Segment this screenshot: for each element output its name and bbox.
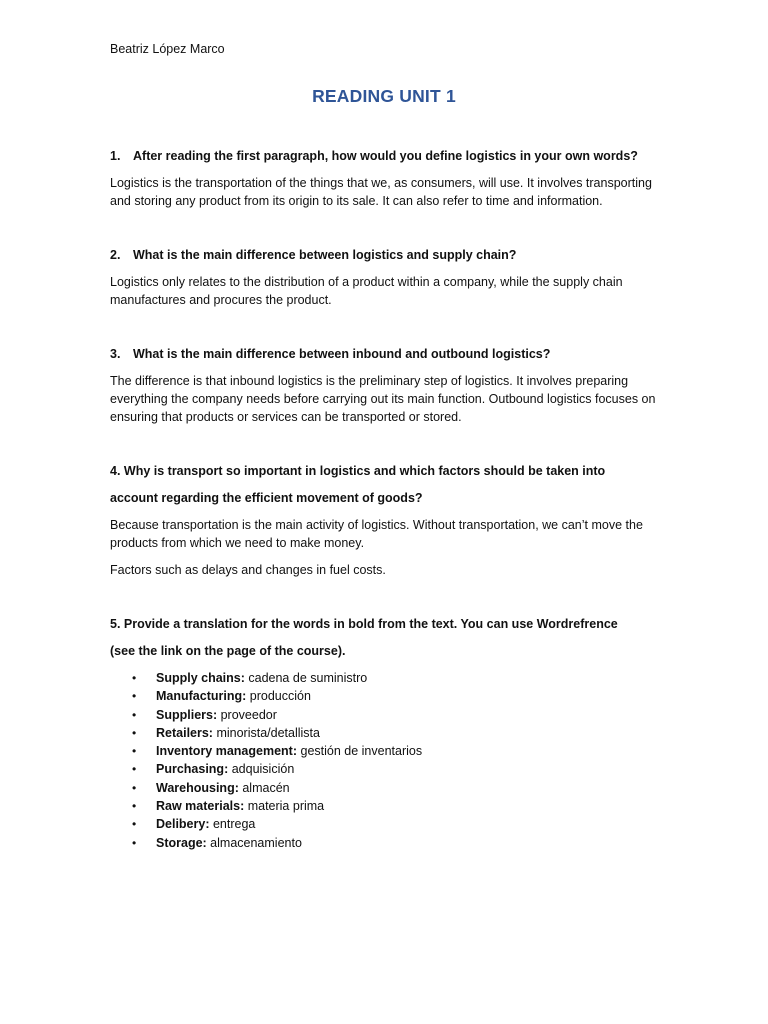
question-text: After reading the first paragraph, how would you define logistics in your own words? bbox=[133, 149, 638, 163]
list-item bbox=[132, 760, 658, 778]
list-item bbox=[132, 669, 658, 687]
bullet-icon: • bbox=[132, 762, 137, 777]
bullet-icon: • bbox=[132, 780, 137, 795]
question-3 bbox=[110, 345, 658, 363]
spacer bbox=[110, 588, 658, 615]
bullet-icon: • bbox=[132, 744, 137, 759]
list-item bbox=[132, 706, 658, 724]
bullet-icon: • bbox=[132, 707, 137, 722]
translation: almacenamiento bbox=[206, 835, 302, 850]
term: Inventory management: bbox=[156, 744, 298, 759]
bullet-icon: • bbox=[132, 835, 137, 850]
list-item bbox=[132, 724, 658, 742]
list-item bbox=[132, 687, 658, 705]
question-1 bbox=[110, 147, 658, 165]
list-item bbox=[132, 815, 658, 833]
translation: proveedor bbox=[217, 707, 277, 722]
answer-2: Logistics only relates to the distribution of a product within a company, while the supply chain manufactures and procures the product. bbox=[110, 275, 623, 307]
answer-1: Logistics is the transportation of the things that we, as consumers, will use. It involves transporting and storing any product from its origin to its sale. It can also refer to time and information. bbox=[110, 176, 652, 208]
translation: gestión de inventarios bbox=[297, 744, 423, 759]
list-item bbox=[132, 797, 658, 815]
translation: producción bbox=[246, 689, 311, 704]
document-title: READING UNIT 1 bbox=[312, 86, 456, 106]
translation: entrega bbox=[209, 817, 256, 832]
translation: adquisición bbox=[228, 762, 295, 777]
term: Manufacturing: bbox=[156, 689, 247, 704]
question-number: 2. bbox=[110, 248, 121, 262]
term: Supply chains: bbox=[156, 671, 245, 685]
translation-list bbox=[110, 669, 658, 852]
bullet-icon: • bbox=[132, 689, 137, 704]
bullet-icon: • bbox=[132, 725, 137, 740]
answer-3: The difference is that inbound logistics is the preliminary step of logistics. It involves preparing everything the company needs before carrying out its main function. Outbound logistics focuses on ensuring that products or services can be transported or stored. bbox=[110, 374, 656, 424]
question-2 bbox=[110, 246, 658, 264]
question-text: What is the main difference between inbound and outbound logistics? bbox=[133, 347, 551, 361]
term: Warehousing: bbox=[156, 780, 239, 795]
answer-4-paragraph-1: Because transportation is the main activity of logistics. Without transportation, we can’t move the products from which we need to make money. bbox=[110, 518, 643, 550]
bullet-icon: • bbox=[132, 799, 137, 814]
author-name: Beatriz López Marco bbox=[110, 42, 225, 56]
question-number: 1. bbox=[110, 149, 121, 163]
question-4-line-1: 4. Why is transport so important in logistics and which factors should be taken into bbox=[110, 464, 606, 478]
list-item bbox=[132, 779, 658, 797]
translation: materia prima bbox=[244, 799, 325, 814]
translation: cadena de suministro bbox=[244, 671, 368, 685]
question-number: 3. bbox=[110, 347, 121, 361]
term: Raw materials: bbox=[156, 799, 245, 814]
list-item bbox=[132, 742, 658, 760]
bullet-icon: • bbox=[132, 671, 137, 685]
document-body bbox=[110, 147, 658, 852]
term: Purchasing: bbox=[156, 762, 229, 777]
translation: almacén bbox=[238, 780, 290, 795]
term: Suppliers: bbox=[156, 707, 218, 722]
spacer bbox=[110, 435, 658, 462]
question-5-line-2: (see the link on the page of the course). bbox=[110, 644, 346, 658]
spacer bbox=[110, 318, 658, 345]
question-text: What is the main difference between logistics and supply chain? bbox=[133, 248, 517, 262]
translation: minorista/detallista bbox=[212, 725, 320, 740]
question-4-line-2: account regarding the efficient movement of goods? bbox=[110, 491, 423, 505]
term: Retailers: bbox=[156, 725, 213, 740]
answer-4-paragraph-2: Factors such as delays and changes in fuel costs. bbox=[110, 563, 386, 577]
bullet-icon: • bbox=[132, 817, 137, 832]
spacer bbox=[110, 219, 658, 246]
question-5-line-1: 5. Provide a translation for the words in bold from the text. You can use Wordrefrence bbox=[110, 617, 618, 631]
term: Storage: bbox=[156, 835, 207, 850]
list-item bbox=[132, 834, 658, 852]
term: Delibery: bbox=[156, 817, 210, 832]
